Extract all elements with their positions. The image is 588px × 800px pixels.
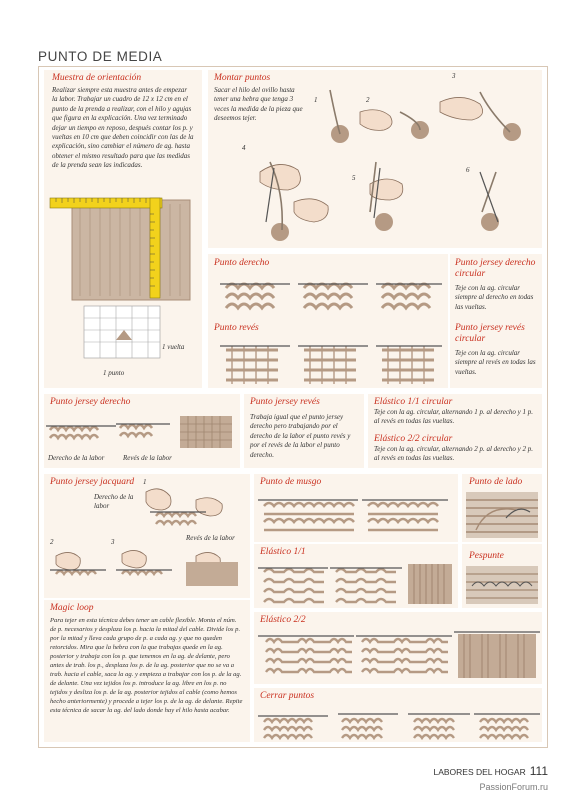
montar-step-2: 2 (366, 96, 370, 104)
elastico-22-illustration (258, 628, 540, 682)
magic-loop-heading: Magic loop (50, 603, 94, 613)
jersey-der-circ-heading: Punto jersey derecho circular (455, 258, 536, 279)
punto-reves-illustration (220, 336, 442, 386)
jersey-reves-text: Trabaja igual que el punto jersey derecho pero trabajando por el derecho de la labor el punto revés y por el revés de la labor el punto derecho. (250, 413, 351, 459)
montar-step-3: 3 (452, 72, 456, 80)
cerrar-puntos-illustration (258, 700, 540, 742)
lado-heading: Punto de lado (469, 477, 523, 487)
montar-heading: Montar puntos (214, 73, 271, 83)
reves-heading: Punto revés (214, 323, 259, 333)
punto-derecho-illustration (220, 270, 442, 320)
jersey-rev-circ-text: Teje con la ag. circular siempre al revés en todas las vueltas. (455, 349, 536, 376)
jersey-reves-heading: Punto jersey revés (250, 397, 320, 407)
jersey-rev-circ-heading: Punto jersey revés circular (455, 323, 525, 344)
page-title: PUNTO DE MEDIA (38, 49, 163, 64)
jacquard-label-derecho: Derecho de la labor (94, 493, 134, 510)
jacquard-label-reves: Revés de la labor (186, 534, 235, 542)
elastico-11-heading: Elástico 1/1 (260, 547, 306, 557)
elastico-11-illustration (258, 560, 456, 606)
magazine-name: LABORES DEL HOGAR (433, 767, 526, 777)
jersey-derecho-label-derecho: Derecho de la labor (48, 454, 105, 462)
jacquard-heading: Punto jersey jacquard (50, 477, 135, 487)
muestra-text: Realizar siempre esta muestra antes de empezar la labor. Trabajar un cuadro de 12 x 12 cm en el punto de la prenda a realizar, con el hilo y agujas que figura en la explicación. Una vez terminado dejar un tiempo en reposo, después contar los p. y vueltas en 10 cm que deben coincidir con las de la explicación, sino cambiar el número de ag. hasta obtener el mismo resultado para que las medidas de la prenda sean las indicadas. (52, 86, 194, 170)
derecho-heading: Punto derecho (214, 258, 270, 268)
elastico-11c-text: Teje con la ag. circular, alternando 1 p. al derecho y 1 p. al revés en todas las vueltas. (374, 408, 534, 426)
cast-on-illustration (300, 72, 540, 248)
pespunte-illustration (466, 566, 538, 604)
montar-step-1: 1 (314, 96, 318, 104)
montar-step-5: 5 (352, 174, 356, 182)
label-vuelta: 1 vuelta (162, 343, 185, 351)
jersey-derecho-heading: Punto jersey derecho (50, 397, 131, 407)
elastico-22-heading: Elástico 2/2 (260, 615, 306, 625)
label-punto: 1 punto (103, 369, 125, 377)
cerrar-heading: Cerrar puntos (260, 691, 315, 701)
punto-musgo-illustration (258, 488, 456, 540)
elastico-22c-text: Teje con la ag. circular, alternando 2 p. al derecho y 2 p. al revés en todas las vueltas. (374, 445, 534, 463)
page-number: 111 (529, 764, 548, 778)
jacquard-step-3: 3 (111, 538, 115, 546)
muestra-heading: Muestra de orientación (52, 73, 142, 83)
watermark: PassionForum.ru (479, 782, 548, 792)
jacquard-step-1: 1 (143, 478, 147, 486)
magic-loop-text: Para tejer en esta técnica debes tener un cable flexible. Monta el núm. de p. necesarios y desplaza los p. hacia la mitad del cable. Divide los p. por la mitad y lleva cada grupo de p. a cada ag. y que no queden retorcidos. Mira que la hebra con la que trabajas quede en la ag. posterior y trabaja con los p. que tenemos en la ag. de delante, pero antes de trab. los p., desplaza los p. de la ag. posterior que no se va a trab. hacia el cable, saca la ag. y empieza a trabajar con los p. de la ag. de delante. Una vez tejidos los p. introduce la ag. libre en los p. no tejidos y desliza los p. de la ag. posterior tejidos al cable (como hemos hecho anteriormente) y procede a tejer los p. de la ag. de delante. Repite esta técnica de sacar la ag. del lado donde hay el hilo hasta acabar. (50, 617, 243, 714)
montar-step-6: 6 (466, 166, 470, 174)
jacquard-step-2: 2 (50, 538, 54, 546)
montar-step-4: 4 (242, 144, 246, 152)
punto-lado-illustration (466, 492, 538, 538)
jersey-derecho-label-reves: Revés de la labor (123, 454, 172, 462)
musgo-heading: Punto de musgo (260, 477, 322, 487)
elastico-11c-heading: Elástico 1/1 circular (374, 397, 453, 407)
elastico-22c-heading: Elástico 2/2 circular (374, 434, 453, 444)
montar-text: Sacar el hilo del ovillo hasta tener una hebra que tenga 3 veces la medida de la pieza que deseemos tejer. (214, 86, 303, 123)
jersey-der-circ-text: Teje con la ag. circular siempre al derecho en todas las vueltas. (455, 284, 534, 311)
jacquard-illustration (46, 476, 246, 596)
page-footer (433, 764, 548, 778)
pespunte-heading: Pespunte (469, 551, 504, 561)
jersey-derecho-illustration (46, 412, 236, 452)
